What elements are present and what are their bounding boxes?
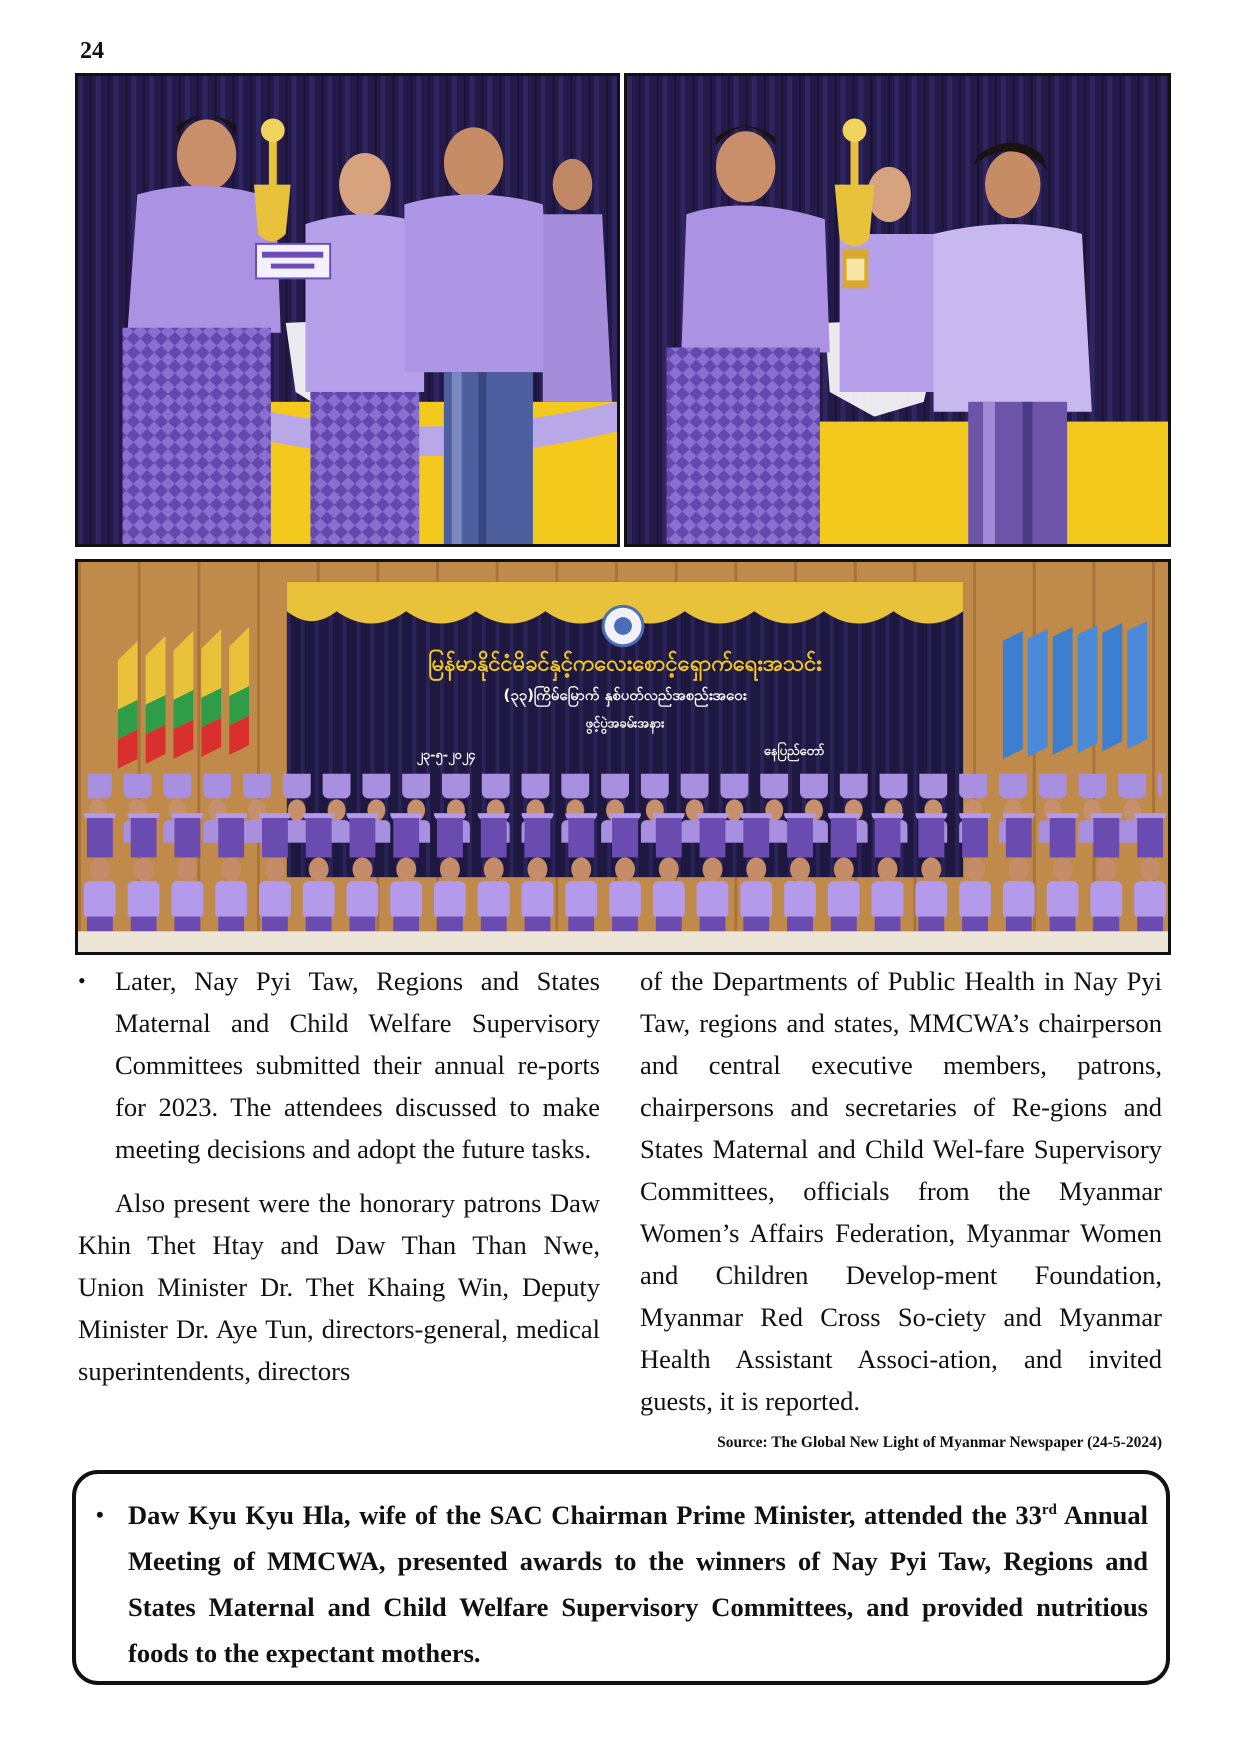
banner-line-3: ဖွင့်ပွဲအခမ်းအနား xyxy=(585,716,665,732)
article-left-column xyxy=(78,960,600,1392)
paragraph-left: Also present were the honorary patrons Daw Khin Thet Htay and Daw Than Than Nwe, Union Minister Dr. Thet Khaing Win, Deputy Minister Dr. Aye Tun, directors-general, medical superintendents, directors xyxy=(78,1188,600,1386)
paragraph-right: of the Departments of Public Health in Nay Pyi Taw, regions and states, MMCWA’s chairperson and central executive members, patrons, chairpersons and secretaries of Re-gions and States Maternal and Child Wel-fare Supervisory Committees, officials from the Myanmar Women’s Affairs Federation, Myanmar Women and Children Develop-ment Foundation, Myanmar Red Cross So-ciety and Myanmar Health Assistant Associ-ation, and invited guests, it is reported. xyxy=(640,966,1162,1416)
callout-text-end: Annual Meeting of MMCWA, presented awards to the winners of Nay Pyi Taw, Regions and States Maternal and Child Welfare Supervisory Committees, and provided nutritious foods to the expectant mothers. xyxy=(128,1500,1148,1668)
bullet-icon: • xyxy=(78,968,86,993)
source-citation: Source: The Global New Light of Myanmar Newspaper (24-5-2024) xyxy=(717,1434,1162,1451)
article-right-column xyxy=(640,960,1162,1422)
banner-line-2: (၃၃)ကြိမ်မြောက် နှစ်ပတ်လည်အစည်းအဝေး xyxy=(503,686,747,704)
banner-place: နေပြည်တော် xyxy=(763,744,825,760)
bullet-icon: • xyxy=(96,1502,104,1527)
bullet-text: Later, Nay Pyi Taw, Regions and States Maternal and Child Welfare Supervisory Committees submitted their annual re-ports for 2023. The attendees discussed to make meeting decisions and adopt the future tasks. xyxy=(115,966,600,1164)
banner-date: ၂၃-၅-၂၀၂၄ xyxy=(416,748,476,763)
callout-superscript: rd xyxy=(1041,1502,1057,1519)
award-presentation-photo-icon xyxy=(627,76,1168,544)
banner-line-1: မြန်မာနိုင်ငံမိခင်နှင့်ကလေးစောင့်ရှောက်ရေးအသင်း xyxy=(428,651,822,677)
callout-box xyxy=(72,1470,1170,1685)
callout-text-start: Daw Kyu Kyu Hla, wife of the SAC Chairman Prime Minister, attended the 33 xyxy=(128,1500,1042,1530)
award-presentation-photo-left xyxy=(75,73,620,547)
award-presentation-photo-right xyxy=(624,73,1171,547)
group-photo xyxy=(75,559,1171,955)
bullet-item xyxy=(78,960,600,1170)
group-photo-icon xyxy=(78,562,1168,952)
award-presentation-photo-icon xyxy=(78,76,617,544)
national-flags xyxy=(118,627,249,769)
page-number: 24 xyxy=(80,38,104,64)
